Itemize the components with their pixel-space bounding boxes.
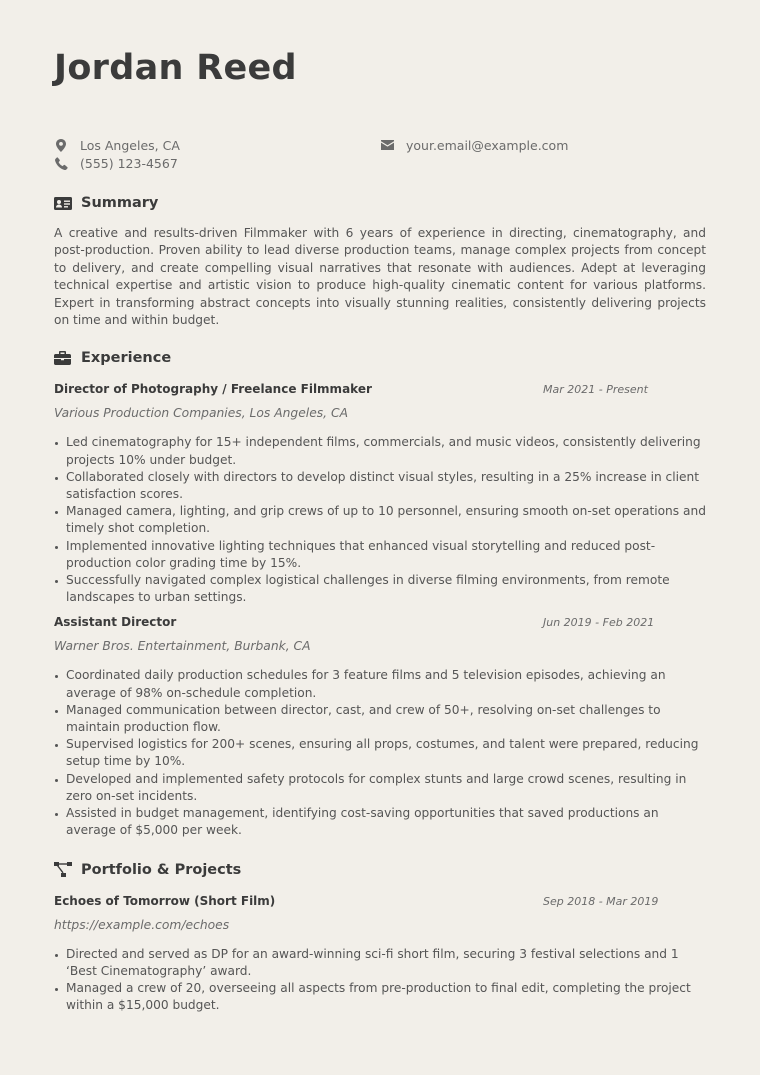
job-company: Warner Bros. Entertainment, Burbank, CA xyxy=(54,639,311,654)
contact-info xyxy=(54,136,706,176)
bullet-item: Led cinematography for 15+ independent films, commercials, and music videos, consistently delivering projects 10% under budget. xyxy=(54,434,706,468)
bullet-item: Directed and served as DP for an award-winning sci-fi short film, securing 3 festival selections and 1 ‘Best Cinematography’ award. xyxy=(54,946,706,980)
job-entry xyxy=(54,615,706,839)
project-bullets xyxy=(54,946,706,1015)
diagram-icon xyxy=(54,862,72,878)
bullet-item: Coordinated daily production schedules for 3 feature films and 5 television episodes, achieving an average of 98% on-schedule completion. xyxy=(54,667,706,701)
summary-text: A creative and results-driven Filmmaker with 6 years of experience in directing, cinematography, and post-production. Proven ability to lead diverse production teams, manage complex projects from concept to delivery, and create compelling visual narratives that resonate with audiences. Adept at leveraging technical expertise and artistic vision to produce high-quality cinematic content for various platforms. Expert in transforming abstract concepts into visually stunning realities, consistently delivering projects on time and within budget. xyxy=(54,226,706,328)
bullet-item: Managed camera, lighting, and grip crews of up to 10 personnel, ensuring smooth on-set operations and timely shot completion. xyxy=(54,503,706,537)
contact-location xyxy=(54,136,180,154)
email-text[interactable]: your.email@example.com xyxy=(406,137,569,153)
bullet-item: Managed communication between director, cast, and crew of 50+, resolving on-set challenges to maintain production flow. xyxy=(54,702,706,736)
job-company: Various Production Companies, Los Angeles, CA xyxy=(54,406,348,421)
bullet-item: Successfully navigated complex logistical challenges in diverse filming environments, from remote landscapes to urban settings. xyxy=(54,572,706,606)
bullet-item: Developed and implemented safety protocols for complex stunts and large crowd scenes, resulting in zero on-set incidents. xyxy=(54,771,706,805)
location-text: Los Angeles, CA xyxy=(80,137,180,153)
bullet-item: Assisted in budget management, identifying cost-saving opportunities that saved productions an average of $5,000 per week. xyxy=(54,805,706,839)
id-card-icon xyxy=(54,195,72,211)
contact-phone xyxy=(54,154,178,172)
bullet-item: Implemented innovative lighting techniques that enhanced visual storytelling and reduced post-production color grading time by 15%. xyxy=(54,538,706,572)
phone-icon xyxy=(54,156,68,170)
map-pin-icon xyxy=(54,138,68,152)
summary-heading xyxy=(54,193,706,213)
job-date: Jun 2019 - Feb 2021 xyxy=(543,616,655,630)
bullet-item: Managed a crew of 20, overseeing all aspects from pre-production to final edit, completing the project within a $15,000 budget. xyxy=(54,980,706,1014)
project-entry xyxy=(54,894,706,1015)
phone-text: (555) 123-4567 xyxy=(80,155,178,171)
briefcase-icon xyxy=(54,350,72,366)
section-title-portfolio: Portfolio & Projects xyxy=(81,861,242,878)
job-bullets xyxy=(54,667,706,839)
bullet-item: Supervised logistics for 200+ scenes, ensuring all props, costumes, and talent were prepared, reducing setup time by 10%. xyxy=(54,736,706,770)
project-date: Sep 2018 - Mar 2019 xyxy=(543,894,659,908)
project-link[interactable]: https://example.com/echoes xyxy=(54,917,230,932)
portfolio-heading xyxy=(54,860,706,880)
bullet-item: Collaborated closely with directors to develop distinct visual styles, resulting in a 25% increase in client satisfaction scores. xyxy=(54,469,706,503)
project-title: Echoes of Tomorrow (Short Film) xyxy=(54,893,276,908)
section-title-experience: Experience xyxy=(81,350,172,367)
candidate-name: Jordan Reed xyxy=(54,48,297,88)
job-title: Director of Photography / Freelance Filmmaker xyxy=(54,382,372,397)
job-entry xyxy=(54,382,706,606)
experience-heading xyxy=(54,348,706,368)
job-date: Mar 2021 - Present xyxy=(543,383,648,397)
job-bullets xyxy=(54,434,706,606)
job-title: Assistant Director xyxy=(54,615,177,630)
section-title-summary: Summary xyxy=(81,195,159,211)
envelope-icon xyxy=(380,138,394,152)
resume-page xyxy=(54,48,706,1014)
contact-email[interactable] xyxy=(380,136,568,154)
